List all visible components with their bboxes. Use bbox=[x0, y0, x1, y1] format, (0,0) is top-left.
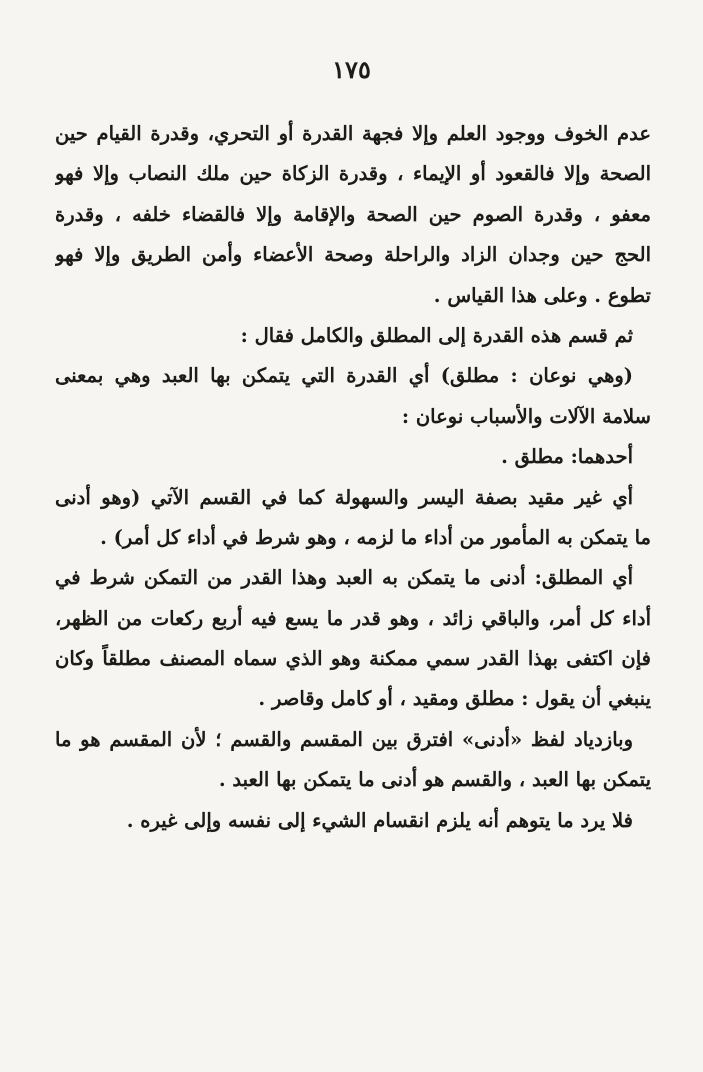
text-line: عدم الخوف ووجود العلم وإلا فجهة القدرة أو التحري، وقدرة القيام حين bbox=[55, 122, 651, 145]
text-line: ما يتمكن به المأمور من أداء ما لزمه ، وهو شرط في أداء كل أمر) . bbox=[100, 525, 651, 549]
text-line: الحج حين وجدان الزاد والراحلة وصحة الأعضاء وأمن الطريق وإلا فهو bbox=[55, 243, 651, 267]
body-text bbox=[55, 114, 651, 841]
text-line: فإن اكتفى بهذا القدر سمي ممكنة وهو الذي سماه المصنف مطلقاً وكان bbox=[55, 647, 651, 671]
text-line: وبازدياد لفظ «أدنى» افترق بين المقسم والقسم ؛ لأن المقسم هو ما bbox=[55, 727, 633, 751]
text-line: أي المطلق: أدنى ما يتمكن به العبد وهذا القدر من التمكن شرط في bbox=[55, 566, 633, 590]
text-line: ينبغي أن يقول : مطلق ومقيد ، أو كامل وقاصر . bbox=[258, 687, 651, 711]
text-line: أي غير مقيد بصفة اليسر والسهولة كما في القسم الآتي (وهو أدنى bbox=[55, 485, 633, 509]
text-line: الصحة وإلا فالقعود أو الإيماء ، وقدرة الزكاة حين ملك النصاب وإلا فهو bbox=[55, 162, 651, 186]
text-line: (وهي نوعان : مطلق) أي القدرة التي يتمكن بها العبد وهي بمعنى bbox=[55, 364, 633, 388]
text-line: أحدهما: مطلق . bbox=[501, 445, 633, 469]
text-line: أداء كل أمر، والباقي زائد ، وهو قدر ما يسع فيه أربع ركعات من الظهر، bbox=[55, 606, 651, 630]
text-line: تطوع . وعلى هذا القياس . bbox=[433, 283, 651, 307]
text-line: سلامة الآلات والأسباب نوعان : bbox=[401, 404, 651, 428]
page-number: ١٧٥ bbox=[332, 55, 371, 84]
text-line: يتمكن بها العبد ، والقسم هو أدنى ما يتمكن بها العبد . bbox=[218, 768, 651, 792]
text-line: معفو ، وقدرة الصوم حين الصحة والإقامة وإلا فالقضاء خلفه ، وقدرة bbox=[55, 202, 651, 226]
text-line: ثم قسم هذه القدرة إلى المطلق والكامل فقال : bbox=[240, 323, 633, 347]
text-line: فلا يرد ما يتوهم أنه يلزم انقسام الشيء إلى نفسه وإلى غيره . bbox=[126, 808, 633, 832]
